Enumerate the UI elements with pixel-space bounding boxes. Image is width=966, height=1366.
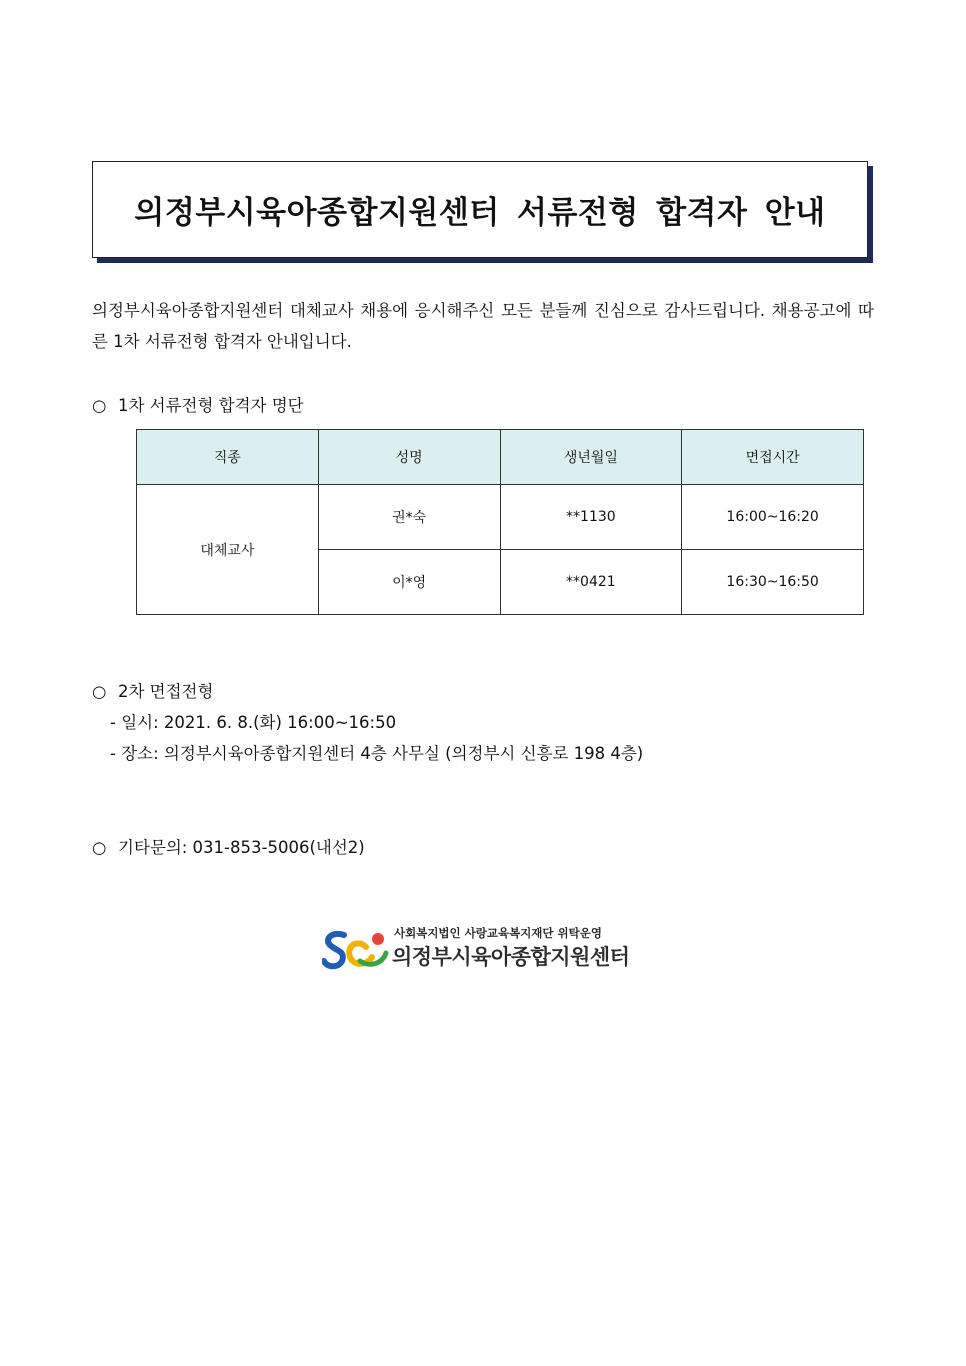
bullet-circle: ○ [92, 396, 107, 415]
section-contact [92, 834, 365, 858]
section-first-screening [92, 392, 304, 416]
bullet-circle: ○ [92, 682, 107, 701]
table-row [137, 485, 864, 550]
logo-subtitle: 사회복지법인 사랑교육복지재단 위탁운영 [394, 926, 602, 940]
center-logo [322, 925, 652, 975]
cell-birth: **0421 [500, 550, 682, 615]
bullet-circle: ○ [92, 838, 107, 857]
section-label: 1차 서류전형 합격자 명단 [118, 396, 304, 415]
cell-time: 16:00~16:20 [682, 485, 864, 550]
page-title: 의정부시육아종합지원센터 서류전형 합격자 안내 [134, 195, 826, 231]
cell-job: 대체교사 [137, 485, 319, 615]
section-label: 2차 면접전형 [118, 682, 214, 701]
header-time: 면접시간 [682, 430, 864, 485]
interview-date: - 일시: 2021. 6. 8.(화) 16:00~16:50 [110, 713, 397, 732]
intro-text: 의정부시육아종합지원센터 대체교사 채용에 응시해주신 모든 분들께 진심으로 감사드립니다. 채용공고에 따른 1차 서류전형 합격자 안내입니다. [92, 301, 874, 351]
contact-label: 기타문의: 031-853-5006(내선2) [118, 838, 365, 857]
cell-name: 이*영 [318, 550, 500, 615]
header-name: 성명 [318, 430, 500, 485]
title-box [92, 161, 868, 258]
interview-place: - 장소: 의정부시육아종합지원센터 4층 사무실 (의정부시 신흥로 198 4층) [110, 744, 644, 763]
cell-time: 16:30~16:50 [682, 550, 864, 615]
cell-birth: **1130 [500, 485, 682, 550]
cell-name: 권*숙 [318, 485, 500, 550]
applicant-table [136, 429, 864, 615]
section-interview [92, 678, 213, 702]
logo-name: 의정부시육아종합지원센터 [392, 945, 630, 969]
header-job: 직종 [137, 430, 319, 485]
header-birth: 생년월일 [500, 430, 682, 485]
center-logo-icon [322, 927, 392, 971]
table-header-row [137, 430, 864, 485]
